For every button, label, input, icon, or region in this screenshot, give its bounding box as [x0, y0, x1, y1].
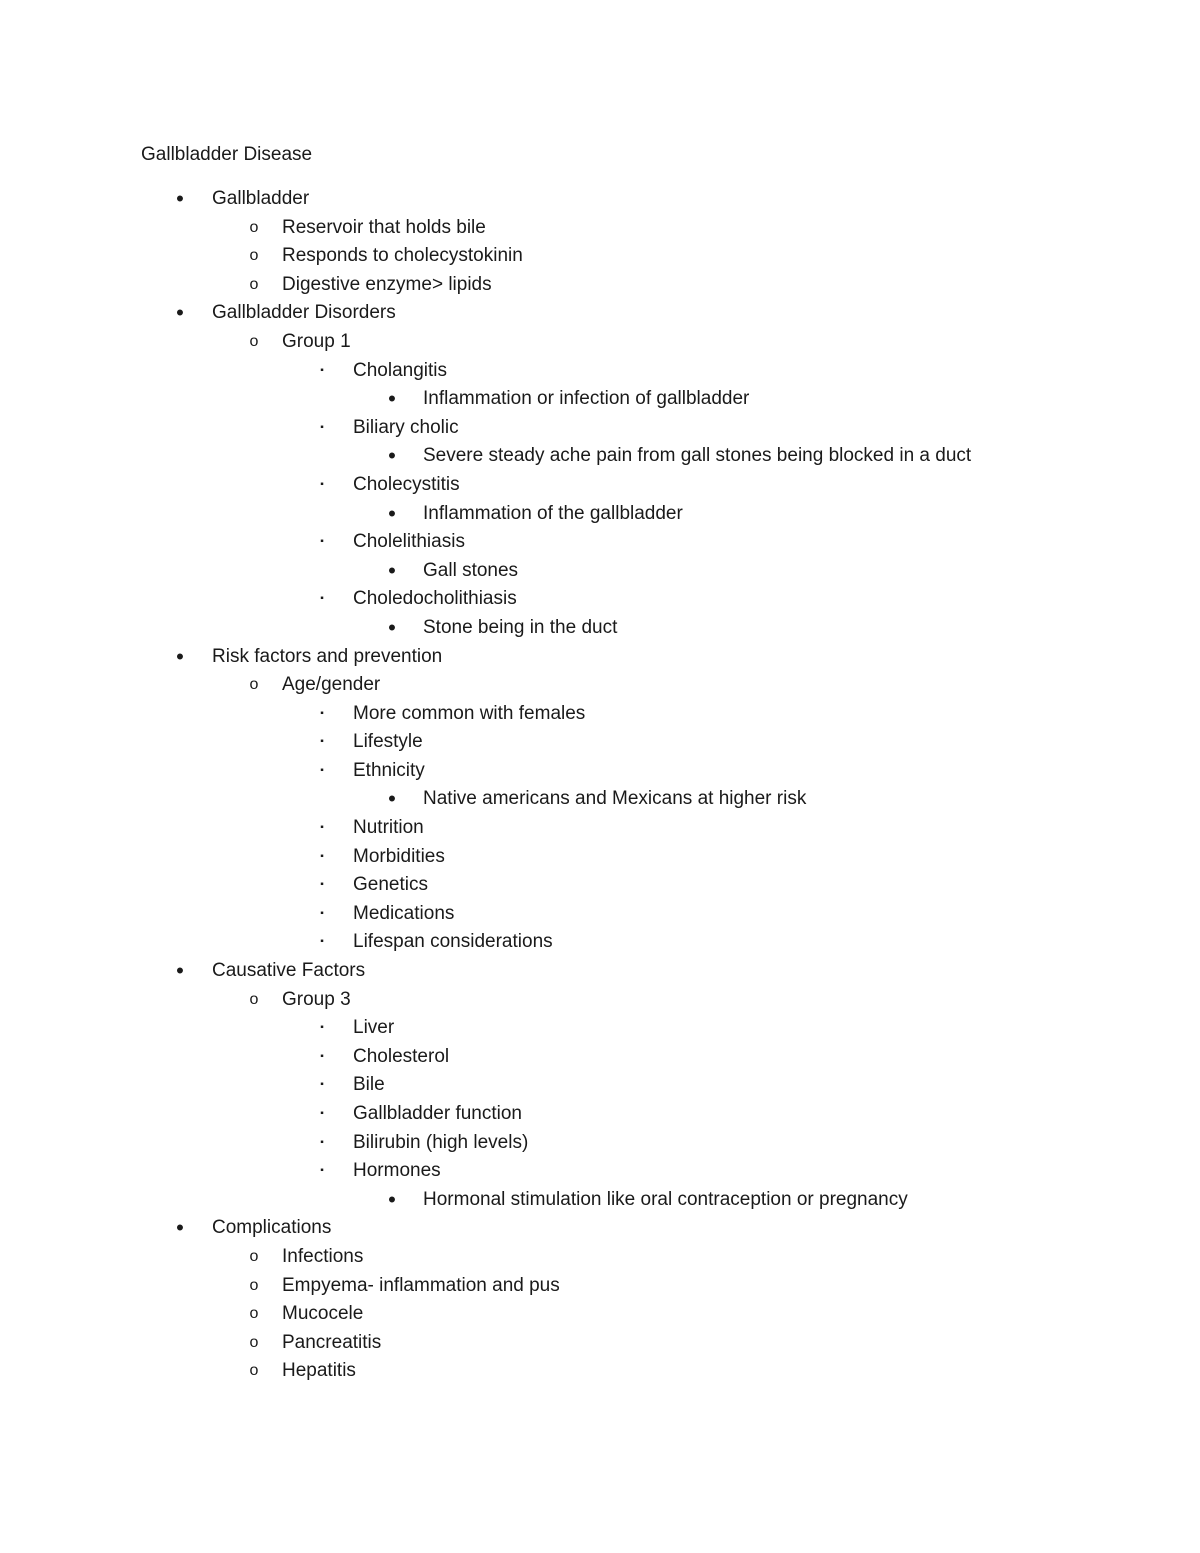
outline-item-level-2 [0, 1157, 1200, 1186]
outline-item-text: Ethnicity [353, 759, 425, 781]
outline-item-text: Pancreatitis [282, 1331, 382, 1353]
outline-item-level-2 [0, 728, 1200, 757]
outline-item-level-0 [0, 299, 1200, 328]
outline-item-level-1 [0, 1329, 1200, 1358]
outline-item-text: Bilirubin (high levels) [353, 1131, 529, 1153]
outline-item-text: Biliary cholic [353, 416, 459, 438]
outline-item-level-2 [0, 843, 1200, 872]
outline-item-text: Hormones [353, 1160, 441, 1182]
outline-item-level-2 [0, 414, 1200, 443]
bullet-dot-icon: • [176, 1215, 184, 1241]
outline-item-text: Empyema- inflammation and pus [282, 1274, 560, 1296]
outline-item-text: Morbidities [353, 845, 445, 867]
outline-item-level-2 [0, 814, 1200, 843]
bullet-dot-icon: • [176, 300, 184, 326]
outline-item-level-2 [0, 928, 1200, 957]
bullet-dot-icon: • [176, 186, 184, 211]
outline-item-level-2 [0, 900, 1200, 929]
outline-item-text: Cholesterol [353, 1045, 450, 1067]
bullet-square-icon: ▪ [320, 593, 324, 605]
bullet-circle-icon: o [249, 332, 259, 350]
outline-item-level-0 [0, 185, 1200, 214]
outline-item-level-3 [0, 385, 1200, 414]
outline-item-text: Liver [353, 1017, 395, 1039]
outline-item-text: Lifespan considerations [353, 931, 553, 953]
outline-item-level-0 [0, 957, 1200, 986]
bullet-circle-icon: o [249, 218, 259, 236]
outline-item-text: Native americans and Mexicans at higher risk [423, 788, 807, 810]
bullet-circle-icon: o [249, 247, 259, 265]
bullet-dot-icon: • [388, 1186, 396, 1212]
bullet-square-icon: ▪ [320, 822, 324, 834]
bullet-square-icon: ▪ [320, 879, 324, 891]
outline-item-text: Gallbladder Disorders [212, 302, 396, 324]
bullet-circle-icon: o [249, 1247, 259, 1265]
bullet-dot-icon: • [388, 443, 396, 469]
document-title: Gallbladder Disease [141, 144, 313, 165]
outline-item-level-1 [0, 986, 1200, 1015]
outline-item-level-1 [0, 328, 1200, 357]
outline-item-text: More common with females [353, 702, 586, 724]
outline-item-level-2 [0, 1100, 1200, 1129]
outline-item-level-2 [0, 1043, 1200, 1072]
outline-item-text: Nutrition [353, 817, 424, 839]
bullet-circle-icon: o [249, 990, 259, 1008]
bullet-dot-icon: • [388, 614, 396, 640]
bullet-square-icon: ▪ [320, 1108, 324, 1119]
bullet-square-icon: ▪ [320, 936, 324, 948]
outline-item-text: Medications [353, 902, 455, 924]
bullet-circle-icon: o [249, 275, 259, 293]
bullet-dot-icon: • [388, 386, 396, 412]
bullet-square-icon: ▪ [320, 1165, 324, 1177]
outline-item-level-2 [0, 1014, 1200, 1043]
outline-item-level-2 [0, 357, 1200, 386]
bullet-square-icon: ▪ [320, 736, 324, 748]
outline-item-text: Complications [212, 1217, 332, 1239]
bullet-square-icon: ▪ [320, 364, 324, 376]
outline-item-text: Cholelithiasis [353, 531, 465, 553]
bullet-dot-icon: • [176, 643, 184, 669]
outline-item-level-3 [0, 500, 1200, 529]
outline-item-text: Inflammation or infection of gallbladder [423, 388, 750, 410]
bullet-dot-icon: • [388, 500, 396, 526]
outline-list [0, 185, 1200, 1386]
outline-item-level-1 [0, 1357, 1200, 1386]
outline-item-level-3 [0, 1186, 1200, 1215]
bullet-square-icon: ▪ [320, 421, 324, 433]
bullet-circle-icon: o [249, 1362, 259, 1380]
outline-item-text: Group 3 [282, 988, 351, 1010]
outline-item-text: Inflammation of the gallbladder [423, 502, 683, 524]
outline-item-text: Responds to cholecystokinin [282, 245, 523, 267]
bullet-circle-icon: o [249, 1333, 259, 1351]
bullet-square-icon: ▪ [320, 764, 324, 776]
outline-item-text: Digestive enzyme> lipids [282, 273, 492, 295]
outline-item-text: Risk factors and prevention [212, 645, 443, 667]
outline-item-level-1 [0, 242, 1200, 271]
outline-item-text: Gallbladder function [353, 1103, 522, 1124]
bullet-square-icon: ▪ [320, 536, 324, 548]
outline-item-text: Severe steady ache pain from gall stones being blocked in a duct [423, 445, 972, 467]
outline-item-text: Mucocele [282, 1303, 364, 1325]
outline-item-level-2 [0, 1129, 1200, 1158]
outline-item-text: Reservoir that holds bile [282, 216, 486, 238]
outline-item-text: Cholecystitis [353, 473, 460, 495]
outline-item-text: Hepatitis [282, 1360, 356, 1382]
outline-item-level-1 [0, 1243, 1200, 1272]
bullet-dot-icon: • [176, 958, 184, 984]
bullet-square-icon: ▪ [320, 1050, 324, 1062]
outline-item-level-3 [0, 557, 1200, 586]
outline-item-text: Gallbladder [212, 188, 310, 209]
outline-item-level-2 [0, 1071, 1200, 1100]
outline-item-level-0 [0, 643, 1200, 672]
outline-item-level-2 [0, 871, 1200, 900]
bullet-square-icon: ▪ [320, 1136, 324, 1148]
bullet-circle-icon: o [249, 676, 259, 694]
bullet-dot-icon: • [388, 557, 396, 583]
outline-item-text: Age/gender [282, 674, 381, 696]
outline-item-level-1 [0, 1272, 1200, 1301]
outline-item-text: Cholangitis [353, 359, 447, 381]
bullet-square-icon: ▪ [320, 478, 324, 490]
outline-item-text: Gall stones [423, 559, 519, 581]
outline-item-text: Bile [353, 1074, 385, 1096]
outline-item-level-2 [0, 528, 1200, 557]
outline-item-level-1 [0, 1300, 1200, 1329]
bullet-square-icon: ▪ [320, 707, 324, 719]
outline-item-text: Causative Factors [212, 960, 366, 982]
bullet-square-icon: ▪ [320, 1022, 324, 1034]
outline-item-level-3 [0, 442, 1200, 471]
outline-item-level-1 [0, 214, 1200, 243]
bullet-circle-icon: o [249, 1305, 259, 1323]
outline-item-level-2 [0, 585, 1200, 614]
outline-item-level-3 [0, 785, 1200, 814]
outline-item-text: Lifestyle [353, 731, 423, 753]
outline-item-level-3 [0, 614, 1200, 643]
outline-item-level-2 [0, 757, 1200, 786]
outline-item-level-1 [0, 671, 1200, 700]
bullet-square-icon: ▪ [320, 850, 324, 862]
outline-item-text: Choledocholithiasis [353, 588, 517, 610]
bullet-circle-icon: o [249, 1276, 259, 1294]
outline-item-level-0 [0, 1214, 1200, 1243]
outline-item-text: Stone being in the duct [423, 616, 618, 638]
bullet-dot-icon: • [388, 786, 396, 812]
outline-item-text: Genetics [353, 874, 428, 896]
outline-item-text: Group 1 [282, 330, 351, 352]
outline-item-level-2 [0, 471, 1200, 500]
outline-item-text: Infections [282, 1245, 364, 1267]
outline-item-text: Hormonal stimulation like oral contraception or pregnancy [423, 1188, 908, 1210]
outline-item-level-1 [0, 271, 1200, 300]
outline-item-level-2 [0, 700, 1200, 729]
bullet-square-icon: ▪ [320, 1079, 324, 1091]
bullet-square-icon: ▪ [320, 907, 324, 919]
